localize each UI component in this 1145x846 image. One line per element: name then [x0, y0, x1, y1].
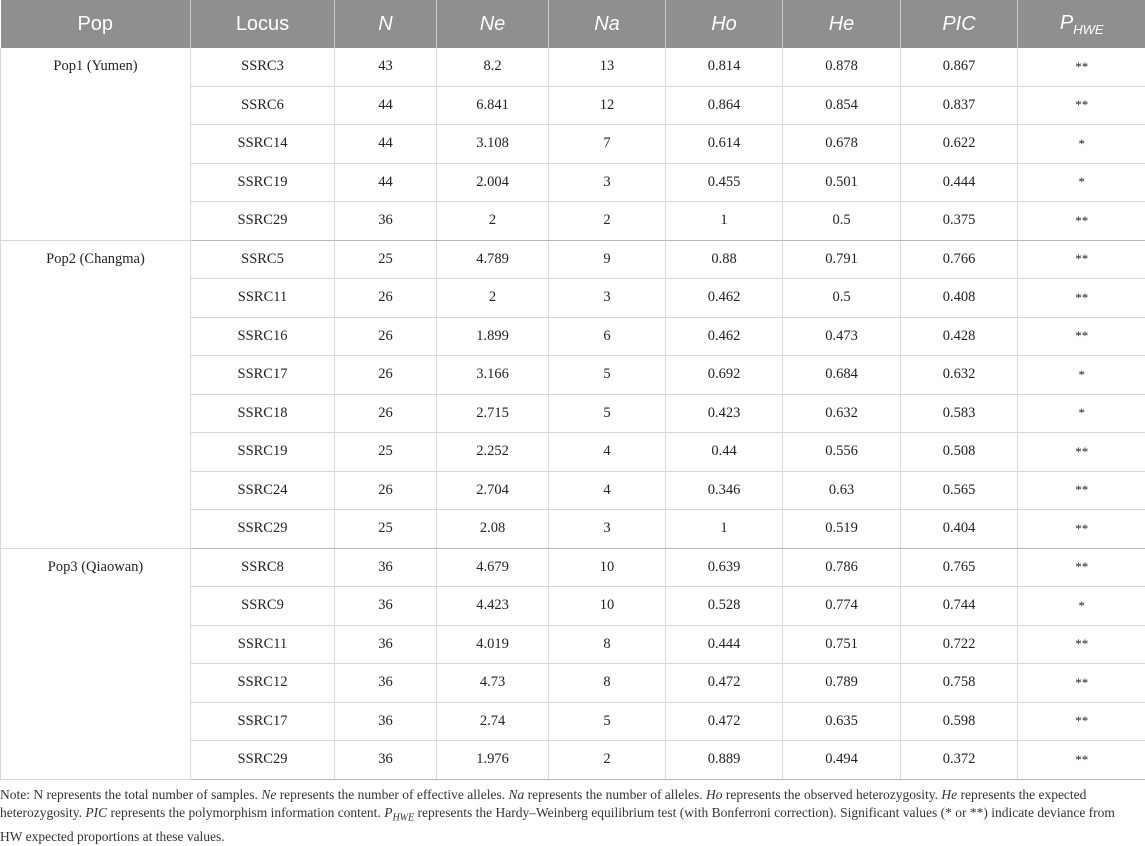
cell-ne: 4.789: [437, 240, 549, 279]
cell-p: **: [1018, 279, 1145, 318]
cell-ne: 2: [437, 279, 549, 318]
cell-pic: 0.408: [901, 279, 1018, 318]
cell-pic: 0.766: [901, 240, 1018, 279]
header-na: Na: [549, 0, 666, 48]
cell-locus: SSRC19: [191, 433, 335, 472]
cell-na: 10: [549, 548, 666, 587]
header-ho: Ho: [666, 0, 783, 48]
cell-ho: 0.444: [666, 625, 783, 664]
cell-locus: SSRC3: [191, 48, 335, 86]
note-term: PIC: [85, 805, 107, 820]
note-term: Ne: [261, 787, 276, 802]
cell-pic: 0.765: [901, 548, 1018, 587]
cell-na: 7: [549, 125, 666, 164]
cell-he: 0.5: [783, 279, 901, 318]
cell-ho: 0.88: [666, 240, 783, 279]
header-n: N: [335, 0, 437, 48]
note-text: represents the expected heterozygosity.: [0, 787, 1086, 820]
cell-locus: SSRC12: [191, 664, 335, 703]
cell-na: 9: [549, 240, 666, 279]
cell-p: **: [1018, 86, 1145, 125]
table-note: [0, 786, 1140, 846]
cell-na: 10: [549, 587, 666, 626]
cell-he: 0.774: [783, 587, 901, 626]
cell-n: 44: [335, 86, 437, 125]
cell-ho: 1: [666, 202, 783, 241]
note-term: Na: [508, 787, 524, 802]
table-row: [1, 240, 1145, 279]
cell-n: 26: [335, 279, 437, 318]
cell-locus: SSRC9: [191, 587, 335, 626]
note-text: represents the polymorphism information content.: [107, 805, 384, 820]
cell-n: 26: [335, 394, 437, 433]
cell-pic: 0.404: [901, 510, 1018, 549]
cell-ne: 2.004: [437, 163, 549, 202]
cell-n: 43: [335, 48, 437, 86]
note-text: represents the number of alleles.: [524, 787, 706, 802]
cell-locus: SSRC6: [191, 86, 335, 125]
cell-ho: 0.864: [666, 86, 783, 125]
cell-na: 12: [549, 86, 666, 125]
cell-na: 3: [549, 163, 666, 202]
cell-pic: 0.428: [901, 317, 1018, 356]
cell-ho: 0.455: [666, 163, 783, 202]
cell-he: 0.5: [783, 202, 901, 241]
cell-na: 2: [549, 202, 666, 241]
cell-pic: 0.565: [901, 471, 1018, 510]
cell-he: 0.789: [783, 664, 901, 703]
note-term: Ho: [706, 787, 723, 802]
header-phwe: [1018, 0, 1145, 48]
cell-ho: 0.346: [666, 471, 783, 510]
cell-p: *: [1018, 356, 1145, 395]
header-row: [1, 0, 1145, 48]
cell-n: 44: [335, 163, 437, 202]
cell-ne: 4.73: [437, 664, 549, 703]
cell-p: **: [1018, 625, 1145, 664]
cell-ne: 4.423: [437, 587, 549, 626]
cell-ne: 2.08: [437, 510, 549, 549]
cell-locus: SSRC17: [191, 702, 335, 741]
cell-he: 0.519: [783, 510, 901, 549]
cell-na: 8: [549, 664, 666, 703]
cell-n: 36: [335, 548, 437, 587]
cell-na: 5: [549, 702, 666, 741]
cell-he: 0.791: [783, 240, 901, 279]
cell-ne: 4.019: [437, 625, 549, 664]
cell-p: **: [1018, 664, 1145, 703]
cell-he: 0.854: [783, 86, 901, 125]
cell-ho: 1: [666, 510, 783, 549]
cell-n: 26: [335, 356, 437, 395]
cell-n: 25: [335, 433, 437, 472]
cell-pic: 0.372: [901, 741, 1018, 780]
cell-pic: 0.722: [901, 625, 1018, 664]
header-ne: Ne: [437, 0, 549, 48]
cell-ne: 1.976: [437, 741, 549, 780]
cell-locus: SSRC29: [191, 510, 335, 549]
cell-locus: SSRC29: [191, 202, 335, 241]
cell-locus: SSRC19: [191, 163, 335, 202]
cell-ho: 0.528: [666, 587, 783, 626]
cell-pic: 0.508: [901, 433, 1018, 472]
cell-locus: SSRC24: [191, 471, 335, 510]
cell-n: 44: [335, 125, 437, 164]
note-term: He: [941, 787, 957, 802]
cell-locus: SSRC5: [191, 240, 335, 279]
cell-pic: 0.444: [901, 163, 1018, 202]
cell-p: *: [1018, 587, 1145, 626]
cell-na: 4: [549, 433, 666, 472]
cell-p: *: [1018, 394, 1145, 433]
header-phwe-sub: HWE: [1073, 22, 1103, 37]
cell-n: 26: [335, 317, 437, 356]
cell-pic: 0.622: [901, 125, 1018, 164]
cell-n: 36: [335, 741, 437, 780]
cell-n: 36: [335, 625, 437, 664]
cell-ne: 4.679: [437, 548, 549, 587]
cell-n: 36: [335, 202, 437, 241]
cell-n: 25: [335, 510, 437, 549]
cell-ho: 0.692: [666, 356, 783, 395]
cell-p: **: [1018, 471, 1145, 510]
cell-p: **: [1018, 202, 1145, 241]
header-locus: Locus: [191, 0, 335, 48]
cell-n: 36: [335, 702, 437, 741]
cell-ne: 6.841: [437, 86, 549, 125]
cell-ho: 0.44: [666, 433, 783, 472]
cell-pic: 0.837: [901, 86, 1018, 125]
cell-he: 0.501: [783, 163, 901, 202]
cell-ne: 1.899: [437, 317, 549, 356]
table-row: [1, 548, 1145, 587]
cell-he: 0.878: [783, 48, 901, 86]
cell-pop: Pop3 (Qiaowan): [1, 548, 191, 779]
note-text: represents the observed heterozygosity.: [723, 787, 942, 802]
cell-n: 36: [335, 587, 437, 626]
cell-locus: SSRC11: [191, 279, 335, 318]
cell-na: 3: [549, 279, 666, 318]
cell-pop: Pop2 (Changma): [1, 240, 191, 548]
cell-pic: 0.744: [901, 587, 1018, 626]
cell-p: **: [1018, 702, 1145, 741]
cell-pic: 0.867: [901, 48, 1018, 86]
cell-n: 25: [335, 240, 437, 279]
cell-locus: SSRC29: [191, 741, 335, 780]
header-phwe-main: P: [1060, 12, 1073, 34]
cell-p: **: [1018, 317, 1145, 356]
cell-he: 0.473: [783, 317, 901, 356]
cell-locus: SSRC8: [191, 548, 335, 587]
cell-na: 4: [549, 471, 666, 510]
cell-he: 0.494: [783, 741, 901, 780]
cell-he: 0.678: [783, 125, 901, 164]
cell-p: **: [1018, 510, 1145, 549]
cell-na: 2: [549, 741, 666, 780]
cell-ho: 0.462: [666, 317, 783, 356]
cell-p: **: [1018, 240, 1145, 279]
cell-p: *: [1018, 125, 1145, 164]
cell-ho: 0.814: [666, 48, 783, 86]
cell-ho: 0.614: [666, 125, 783, 164]
cell-na: 6: [549, 317, 666, 356]
cell-locus: SSRC11: [191, 625, 335, 664]
cell-na: 3: [549, 510, 666, 549]
header-pic: PIC: [901, 0, 1018, 48]
cell-n: 36: [335, 664, 437, 703]
note-text: represents the number of effective alleles.: [276, 787, 508, 802]
note-text: represents the Hardy–Weinberg equilibrium test (with Bonferroni correction). Significant values (* or **) indicate deviance from HW expected proportions at these values.: [0, 805, 1115, 844]
cell-ho: 0.472: [666, 702, 783, 741]
header-he: He: [783, 0, 901, 48]
cell-he: 0.786: [783, 548, 901, 587]
cell-ho: 0.472: [666, 664, 783, 703]
cell-he: 0.635: [783, 702, 901, 741]
note-term: P: [384, 805, 392, 820]
cell-he: 0.556: [783, 433, 901, 472]
cell-p: **: [1018, 741, 1145, 780]
cell-ne: 2.252: [437, 433, 549, 472]
cell-ne: 3.108: [437, 125, 549, 164]
cell-p: **: [1018, 433, 1145, 472]
cell-pic: 0.583: [901, 394, 1018, 433]
cell-locus: SSRC18: [191, 394, 335, 433]
cell-p: *: [1018, 163, 1145, 202]
cell-locus: SSRC14: [191, 125, 335, 164]
cell-ne: 3.166: [437, 356, 549, 395]
cell-p: **: [1018, 48, 1145, 86]
cell-pic: 0.598: [901, 702, 1018, 741]
table-header: [1, 0, 1145, 48]
header-pop: Pop: [1, 0, 191, 48]
cell-pic: 0.758: [901, 664, 1018, 703]
cell-ho: 0.639: [666, 548, 783, 587]
note-term-sub: HWE: [392, 813, 414, 824]
cell-p: **: [1018, 548, 1145, 587]
cell-na: 5: [549, 356, 666, 395]
cell-ho: 0.889: [666, 741, 783, 780]
cell-na: 5: [549, 394, 666, 433]
cell-pic: 0.375: [901, 202, 1018, 241]
cell-na: 8: [549, 625, 666, 664]
note-text: Note: N represents the total number of samples.: [0, 787, 261, 802]
cell-ne: 2.704: [437, 471, 549, 510]
table-body: [1, 48, 1145, 779]
table-row: [1, 48, 1145, 86]
cell-ne: 8.2: [437, 48, 549, 86]
cell-locus: SSRC16: [191, 317, 335, 356]
cell-he: 0.632: [783, 394, 901, 433]
cell-ho: 0.423: [666, 394, 783, 433]
cell-he: 0.684: [783, 356, 901, 395]
cell-ne: 2.74: [437, 702, 549, 741]
cell-ne: 2.715: [437, 394, 549, 433]
cell-ne: 2: [437, 202, 549, 241]
cell-he: 0.751: [783, 625, 901, 664]
cell-n: 26: [335, 471, 437, 510]
cell-na: 13: [549, 48, 666, 86]
cell-locus: SSRC17: [191, 356, 335, 395]
cell-he: 0.63: [783, 471, 901, 510]
cell-pic: 0.632: [901, 356, 1018, 395]
cell-ho: 0.462: [666, 279, 783, 318]
cell-pop: Pop1 (Yumen): [1, 48, 191, 240]
